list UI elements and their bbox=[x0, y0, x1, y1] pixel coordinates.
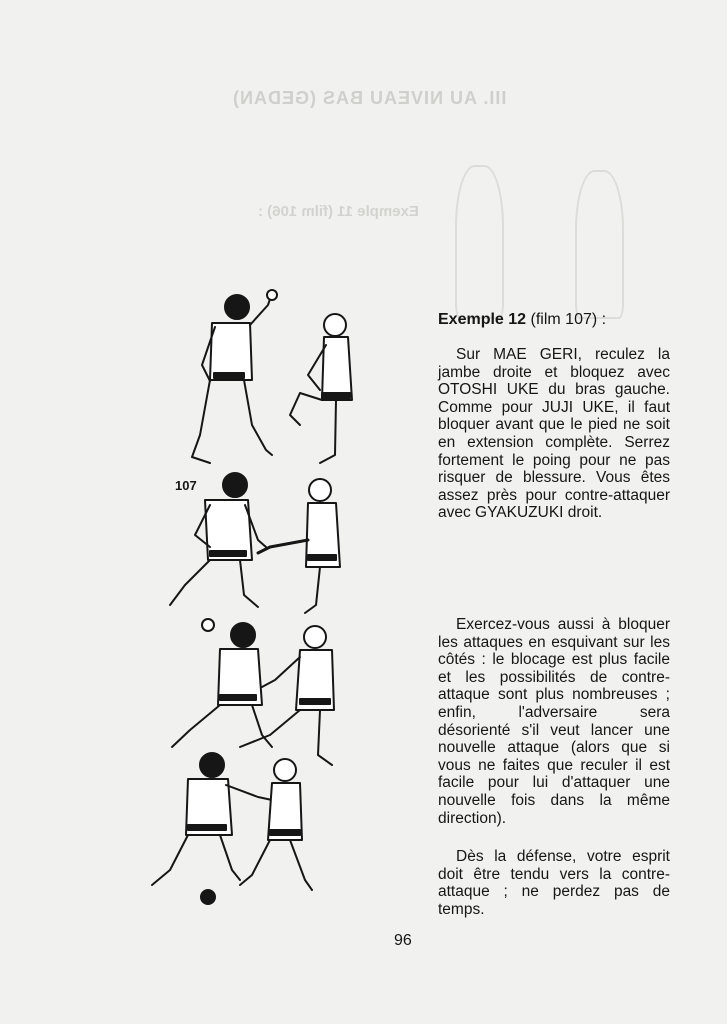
bleed-through-heading: III. AU NIVEAU BAS (GEDAN) bbox=[232, 88, 507, 108]
frame-2 bbox=[170, 473, 340, 613]
bleed-through-figure bbox=[575, 170, 624, 319]
frame-4 bbox=[152, 753, 312, 904]
paragraph: Exercez-vous aussi à bloquer les attaques en esquivant sur les côtés : le blocage est plus facile et les possibilités de contre-attaque sont plus nombreuses ; enfin, l'adversaire sera désorienté s'il veut lancer une nouvelle attaque (alors que si vous ne faites que reculer il est facile pour lui d'attaquer une nouvelle fois dans la même direction). bbox=[438, 616, 670, 827]
example-title: Exemple 12 bbox=[438, 311, 527, 328]
paragraph: Dès la défense, votre esprit doit être tendu vers la contre-attaque ; ne perdez pas de temps. bbox=[438, 848, 670, 918]
example-subtitle: (film 107) : bbox=[530, 311, 607, 328]
example-heading bbox=[438, 311, 606, 329]
frame-1 bbox=[192, 290, 352, 463]
frame-3 bbox=[172, 619, 334, 765]
paragraph: Sur MAE GERI, reculez la jambe droite et bloquez avec OTOSHI UKE du bras gauche. Comme pour JUJI UKE, il faut bloquer avant que le pied ne soit en extension complète. Serrez fortement le poing pour ne pas risquer de blessure. Vous êtes assez près pour contre-attaquer avec GYAKUZUKI droit. bbox=[438, 346, 670, 522]
karate-illustration-sequence bbox=[140, 285, 365, 910]
page-number: 96 bbox=[394, 932, 412, 949]
bleed-through-figure bbox=[455, 165, 504, 319]
film-frame-label: 107 bbox=[175, 478, 197, 493]
bleed-through-subheading: Exemple 11 (film 106) : bbox=[258, 203, 419, 220]
